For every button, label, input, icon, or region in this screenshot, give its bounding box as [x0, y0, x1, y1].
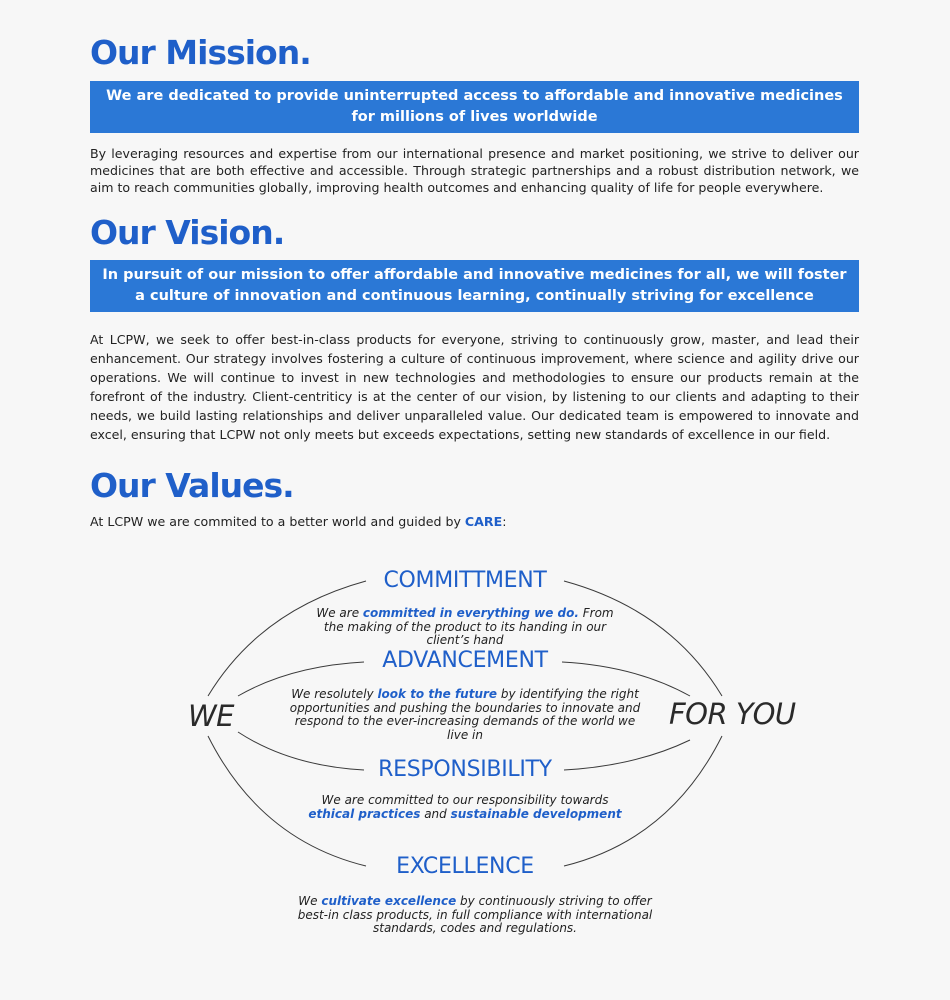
vision-title: Our Vision.	[90, 213, 285, 252]
value-desc-highlight: sustainable development	[450, 806, 622, 821]
value-heading-committment: COMMITTMENT	[383, 568, 547, 593]
for-you-label: FOR YOU	[669, 697, 796, 731]
value-desc-text: We	[298, 894, 322, 908]
value-desc-highlight: committed in everything we do.	[362, 606, 579, 620]
vision-banner: In pursuit of our mission to offer affordable and innovative medicines for all, we will foster a culture of innovation and continuous learning, continually striving for excellence	[90, 260, 859, 312]
value-desc-text: by identifying the right opportunities and pushing the boundaries to innovate and respond to the ever-increasing demands of the world we live in	[289, 687, 641, 742]
value-desc-text: From the making of the product to its handing in our client’s hand	[323, 606, 614, 647]
value-desc-advancement	[284, 688, 646, 742]
value-desc-text: We are committed to our responsibility towards	[321, 793, 609, 807]
values-intro-text: At LCPW we are commited to a better world and guided by	[90, 514, 465, 529]
values-title: Our Values.	[90, 466, 294, 505]
value-desc-text: We resolutely	[291, 687, 378, 701]
value-desc-excellence	[286, 895, 664, 936]
vision-text: At LCPW, we seek to offer best-in-class products for everyone, striving to continuously grow, master, and lead their enhancement. Our strategy involves fostering a culture of continuous improvement, where science and agility drive our operations. We will continue to invest in new technologies and methodologies to ensure our products remain at the forefront of the industry. Client-centriticy is at the center of our vision, by listening to our clients and adapting to their needs, we build lasting relationships and deliver unparalleled value. Our dedicated team is empowered to innovate and excel, ensuring that LCPW not only meets but exceeds expectations, setting new standards of excellence in our field.	[90, 332, 859, 442]
value-desc-text: We are	[316, 606, 363, 620]
value-desc-responsibility	[300, 794, 630, 821]
values-intro-suffix: :	[502, 514, 507, 529]
value-desc-highlight: look to the future	[377, 687, 498, 701]
value-desc-text: by continuously striving to offer best-in class products, in full compliance with international standards, codes and regulations.	[297, 894, 653, 935]
we-label: WE	[188, 699, 234, 733]
value-heading-responsibility: RESPONSIBILITY	[378, 757, 552, 782]
values-intro-highlight: CARE	[464, 514, 503, 529]
mission-text: By leveraging resources and expertise from our international presence and market positioning, we strive to deliver our medicines that are both effective and accessible. Through strategic partnerships and a robust distribution network, we aim to reach communities globally, improving health outcomes and enhancing quality of life for people everywhere.	[90, 146, 859, 195]
value-heading-excellence: EXCELLENCE	[396, 854, 534, 879]
value-desc-text: and	[420, 806, 451, 821]
value-heading-advancement: ADVANCEMENT	[382, 648, 548, 673]
values-intro	[90, 513, 506, 530]
value-desc-highlight: cultivate excellence	[321, 894, 457, 908]
value-desc-committment	[316, 607, 614, 648]
value-desc-highlight: ethical practices	[308, 806, 421, 821]
mission-title: Our Mission.	[90, 33, 311, 72]
mission-banner: We are dedicated to provide uninterrupted access to affordable and innovative medicines for millions of lives worldwide	[90, 81, 859, 133]
